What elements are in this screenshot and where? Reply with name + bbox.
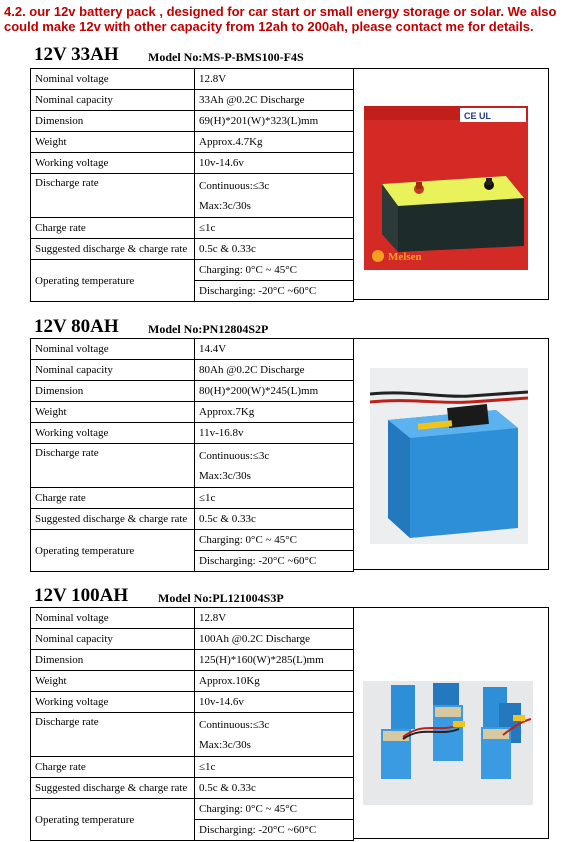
spec-value-line: Max:3c/30s [199,738,251,751]
table-row [31,260,354,302]
spec-value: 10v-14.6v [195,153,354,174]
table-row [31,713,354,757]
section-header [30,44,548,66]
spec-key: Charge rate [31,757,195,778]
spec-value: 12.8V [195,608,354,629]
section-title: 12V 100AH [34,585,129,606]
section-title: 12V 33AH [34,44,119,65]
spec-key: Discharge rate [31,713,195,757]
table-row [31,111,354,132]
section-80ah [30,316,548,570]
spec-key: Discharge rate [31,174,195,218]
spec-key: Suggested discharge & charge rate [31,778,195,799]
spec-value: Approx.10Kg [195,671,354,692]
table-row [31,69,354,90]
spec-key: Nominal capacity [31,629,195,650]
spec-value: 80Ah @0.2C Discharge [195,360,354,381]
spec-key: Operating temperature [31,260,195,302]
spec-value: 80(H)*200(W)*245(L)mm [195,381,354,402]
battery-photo-33ah [364,106,528,270]
table-row [31,757,354,778]
spec-value [195,444,354,488]
table-row [31,671,354,692]
spec-key: Working voltage [31,692,195,713]
model-number: Model No:MS-P-BMS100-F4S [148,50,304,64]
spec-key: Working voltage [31,423,195,444]
spec-key: Weight [31,671,195,692]
spec-key: Dimension [31,381,195,402]
table-row [31,339,354,360]
spec-key: Nominal voltage [31,69,195,90]
cert-badge: CE UL [464,111,491,121]
table-row [31,509,354,530]
spec-value: ≤1c [195,488,354,509]
spec-value: 100Ah @0.2C Discharge [195,629,354,650]
spec-key: Nominal voltage [31,339,195,360]
spec-value-line: Max:3c/30s [199,469,251,482]
table-row [31,90,354,111]
table-row [31,488,354,509]
spec-value: Approx.7Kg [195,402,354,423]
section-header [30,316,548,338]
spec-key: Operating temperature [31,530,195,572]
spec-value: 33Ah @0.2C Discharge [195,90,354,111]
table-row [31,799,354,841]
section-header [30,585,548,607]
spec-value: 69(H)*201(W)*323(L)mm [195,111,354,132]
spec-key: Weight [31,132,195,153]
spec-value: 12.8V [195,69,354,90]
spec-value: Approx.4.7Kg [195,132,354,153]
model-number: Model No:PN12804S2P [148,322,269,336]
spec-value: ≤1c [195,757,354,778]
brand-logo: Melsen [388,251,422,263]
spec-value-line: Charging: 0°C ~ 45°C [199,264,297,276]
table-row [31,381,354,402]
table-row [31,530,354,572]
table-row [31,360,354,381]
spec-key: Discharge rate [31,444,195,488]
battery-photo-100ah [363,681,533,805]
spec-value: 0.5c & 0.33c [195,778,354,799]
spec-value [195,174,354,218]
spec-key: Nominal capacity [31,360,195,381]
spec-key: Nominal capacity [31,90,195,111]
spec-table [30,607,354,841]
section-100ah [30,585,548,839]
spec-value: 14.4V [195,339,354,360]
section-title: 12V 80AH [34,316,119,337]
spec-value-line: Continuous:≤3c [199,718,270,731]
spec-key: Dimension [31,650,195,671]
table-row [31,239,354,260]
spec-key: Weight [31,402,195,423]
spec-value [195,713,354,757]
spec-value-line: Discharging: -20°C ~60°C [195,819,353,840]
spec-value-line: Discharging: -20°C ~60°C [195,550,353,571]
spec-value: 10v-14.6v [195,692,354,713]
spec-value-line: Charging: 0°C ~ 45°C [199,534,297,546]
spec-value [195,530,354,572]
table-row [31,629,354,650]
table-row [31,650,354,671]
spec-table [30,338,354,572]
intro-text: 4.2. our 12v battery pack , designed for car start or small energy storage or solar. We also could make 12v with other capacity from 12ah to 200ah, please contact me for details. [4,4,557,34]
spec-key: Charge rate [31,488,195,509]
spec-value-line: Continuous:≤3c [199,179,270,192]
spec-value: 11v-16.8v [195,423,354,444]
spec-key: Dimension [31,111,195,132]
spec-value-line: Max:3c/30s [199,199,251,212]
table-row [31,778,354,799]
spec-value: 0.5c & 0.33c [195,509,354,530]
table-row [31,692,354,713]
table-row [31,132,354,153]
table-row [31,153,354,174]
spec-value-line: Continuous:≤3c [199,449,270,462]
spec-table [30,68,354,302]
spec-key: Suggested discharge & charge rate [31,239,195,260]
spec-value-line: Charging: 0°C ~ 45°C [199,803,297,815]
spec-key: Working voltage [31,153,195,174]
spec-key: Charge rate [31,218,195,239]
spec-value: ≤1c [195,218,354,239]
spec-key: Operating temperature [31,799,195,841]
table-row [31,218,354,239]
table-row [31,444,354,488]
spec-value [195,799,354,841]
table-row [31,608,354,629]
table-row [31,174,354,218]
spec-key: Suggested discharge & charge rate [31,509,195,530]
section-33ah [30,44,548,300]
model-number: Model No:PL121004S3P [158,591,284,605]
table-row [31,402,354,423]
spec-value: 125(H)*160(W)*285(L)mm [195,650,354,671]
spec-value: 0.5c & 0.33c [195,239,354,260]
table-row [31,423,354,444]
battery-photo-80ah [370,368,528,544]
spec-key: Nominal voltage [31,608,195,629]
spec-value-line: Discharging: -20°C ~60°C [195,280,353,301]
spec-value [195,260,354,302]
